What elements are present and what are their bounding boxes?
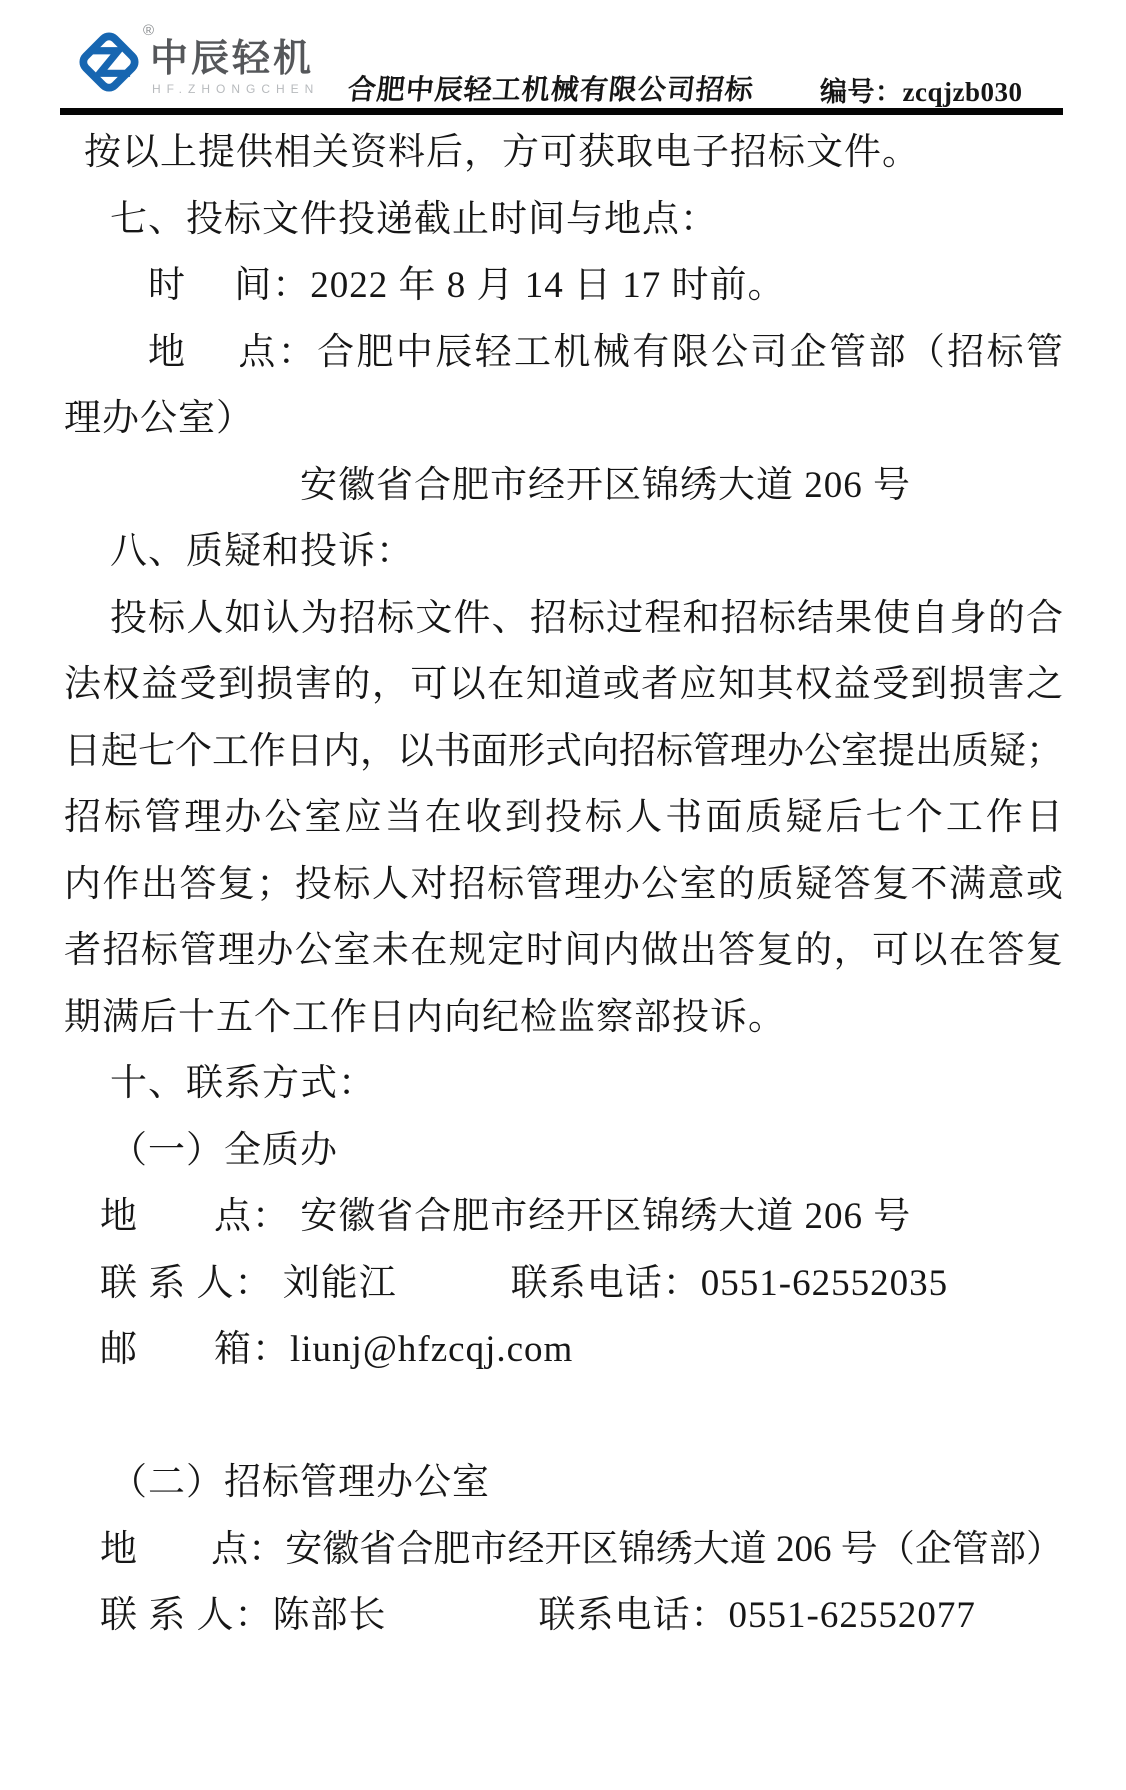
document-body	[64, 120, 1063, 1650]
section-10-heading: 十、联系方式：	[110, 1063, 376, 1104]
logo-brand-text: 中辰轻机	[150, 38, 315, 80]
complaint-para-line-7: 期满后十五个工作日内向纪检监察部投诉。	[64, 996, 786, 1038]
complaint-para-line-5: 内作出答复；投标人对招标管理办公室的质疑答复不满意或	[64, 863, 1063, 905]
deadline-time-row: 时 间：2022 年 8 月 14 日 17 时前。	[148, 265, 786, 306]
contact-1-person-row: 联 系 人： 刘能江 联系电话：0551-62552035	[100, 1262, 949, 1304]
logo-subtitle-text: HF.ZHONGCHEN	[152, 82, 320, 96]
contact-1-email-row: 邮 箱：liunj@hfzcqj.com	[100, 1329, 574, 1370]
document-header-title: 合肥中辰轻工机械有限公司招标	[346, 75, 756, 106]
complaint-para-line-6: 者招标管理办公室未在规定时间内做出答复的，可以在答复	[64, 930, 1063, 971]
contact-2-address-row: 地 点：安徽省合肥市经开区锦绣大道 206 号（企管部）	[100, 1528, 1063, 1570]
para-tail-line: 按以上提供相关资料后，方可获取电子招标文件。	[84, 132, 920, 173]
registered-trademark-icon: ®	[143, 22, 155, 39]
contact-1-heading: （一）全质办	[110, 1129, 338, 1171]
section-7-heading: 七、投标文件投递截止时间与地点：	[110, 198, 718, 240]
address-line: 安徽省合肥市经开区锦绣大道 206 号	[300, 464, 911, 506]
complaint-para-line-2: 法权益受到损害的，可以在知道或者应知其权益受到损害之	[64, 664, 1063, 705]
spacer-line	[64, 1384, 1063, 1451]
contact-2-heading: （二）招标管理办公室	[110, 1462, 490, 1503]
section-8-heading: 八、质疑和投诉：	[110, 531, 414, 572]
contact-1-address-row: 地 点： 安徽省合肥市经开区锦绣大道 206 号	[100, 1196, 912, 1237]
document-number: 编号：zcqjzb030	[820, 77, 1023, 107]
location-wrap-line: 理办公室）	[64, 398, 254, 439]
complaint-para-line-3: 日起七个工作日内，以书面形式向招标管理办公室提出质疑；	[64, 730, 1063, 772]
contact-2-person-row: 联 系 人：陈部长 联系电话：0551-62552077	[100, 1595, 976, 1636]
zhongchen-logo-icon	[74, 24, 144, 98]
header-divider-rule	[60, 108, 1063, 115]
complaint-para-line-1: 投标人如认为招标文件、招标过程和招标结果使自身的合	[110, 597, 1063, 639]
complaint-para-line-4: 招标管理办公室应当在收到投标人书面质疑后七个工作日	[64, 797, 1063, 838]
deadline-location-row: 地 点：合肥中辰轻工机械有限公司企管部（招标管	[148, 331, 1063, 373]
